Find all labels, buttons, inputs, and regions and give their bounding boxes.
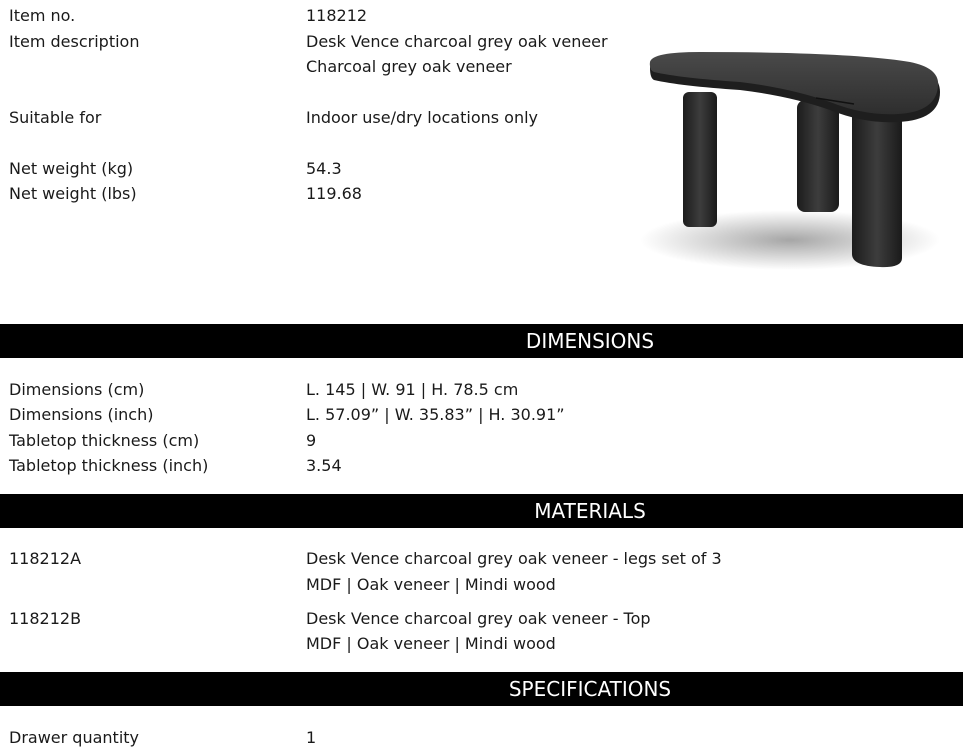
dimensions-section-title: DIMENSIONS: [525, 329, 655, 353]
material-desc-a: Desk Vence charcoal grey oak veneer - legs set of 3: [306, 549, 722, 568]
material-composition-a: MDF | Oak veneer | Mindi wood: [306, 575, 556, 594]
desk-leg-middle: [797, 100, 839, 212]
net-weight-kg-value: 54.3: [306, 159, 342, 178]
materials-section-title: MATERIALS: [534, 499, 646, 523]
material-code-b: 118212B: [9, 609, 82, 628]
desk-leg-right: [852, 110, 902, 267]
tabletop-thickness-cm-value: 9: [306, 431, 317, 450]
drawer-quantity-label: Drawer quantity: [9, 728, 139, 747]
materials-section-header: [0, 494, 963, 528]
desk-leg-left: [683, 92, 717, 227]
item-description-label: Item description: [9, 32, 140, 51]
specifications-section-title: SPECIFICATIONS: [508, 677, 672, 701]
suitable-for-label: Suitable for: [9, 108, 102, 127]
net-weight-lbs-value: 119.68: [306, 184, 362, 203]
suitable-for-value: Indoor use/dry locations only: [306, 108, 539, 127]
item-no-value: 118212: [306, 6, 368, 25]
net-weight-kg-label: Net weight (kg): [9, 159, 134, 178]
item-description-value-2: Charcoal grey oak veneer: [306, 57, 512, 76]
item-description-value: Desk Vence charcoal grey oak veneer: [306, 32, 608, 51]
net-weight-lbs-label: Net weight (lbs): [9, 184, 137, 203]
material-code-a: 118212A: [9, 549, 82, 568]
tabletop-thickness-inch-value: 3.54: [306, 456, 342, 475]
dimensions-cm-value: L. 145 | W. 91 | H. 78.5 cm: [306, 380, 519, 399]
dimensions-cm-label: Dimensions (cm): [9, 380, 145, 399]
material-composition-b: MDF | Oak veneer | Mindi wood: [306, 634, 556, 653]
dimensions-inch-label: Dimensions (inch): [9, 405, 154, 424]
dimensions-section-header: [0, 324, 963, 358]
drawer-quantity-value: 1: [306, 728, 317, 747]
dimensions-inch-value: L. 57.09” | W. 35.83” | H. 30.91”: [306, 405, 565, 424]
tabletop-thickness-inch-label: Tabletop thickness (inch): [9, 456, 209, 475]
specifications-section-header: [0, 672, 963, 706]
material-desc-b: Desk Vence charcoal grey oak veneer - Top: [306, 609, 651, 628]
item-no-label: Item no.: [9, 6, 76, 25]
tabletop-thickness-cm-label: Tabletop thickness (cm): [9, 431, 200, 450]
product-image-desk: [640, 40, 945, 280]
